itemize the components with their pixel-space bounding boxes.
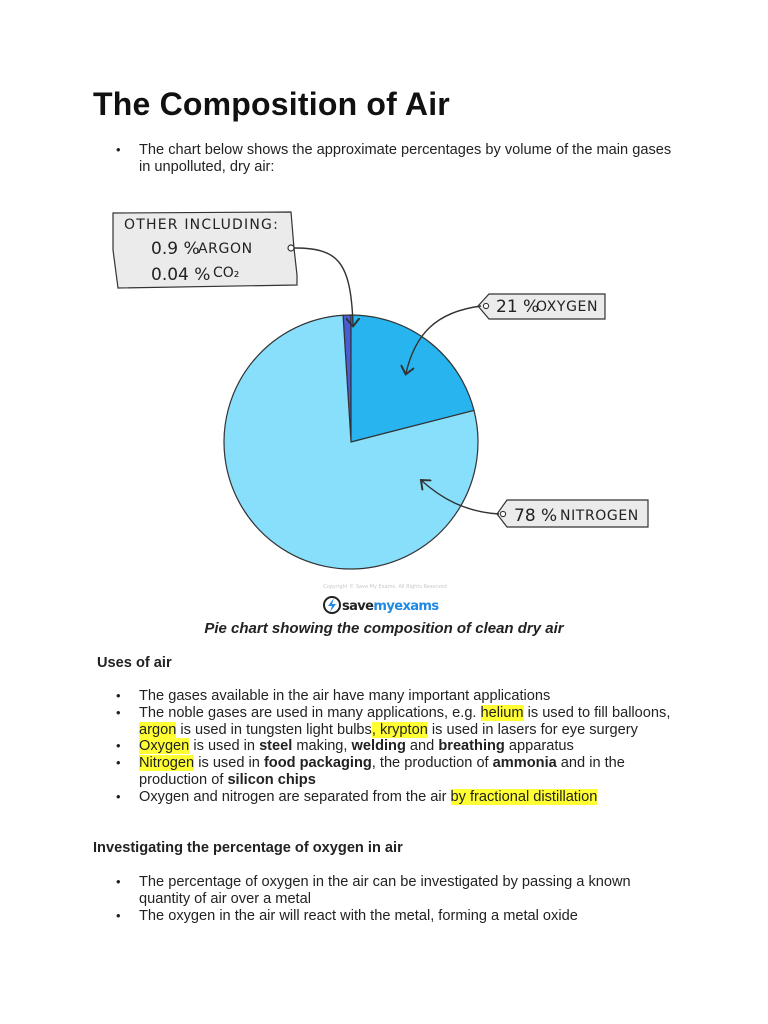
oxygen-label: OXYGEN — [536, 299, 599, 315]
uses-bullet-1: • The gases available in the air have many important applications — [116, 688, 676, 705]
logo-exams: exams — [394, 599, 439, 614]
investigating-bullet-2: • The oxygen in the air will react with the metal, forming a metal oxide — [116, 908, 676, 925]
other-box-heading: OTHER INCLUDING: — [124, 217, 279, 233]
intro-bullet: • The chart below shows the approximate percentages by volume of the main gases in unpolluted, dry air: — [116, 142, 676, 176]
intro-list — [116, 142, 676, 176]
highlight-helium: helium — [480, 704, 524, 721]
pie-chart-figure — [105, 200, 665, 620]
other-pointer-arrow — [294, 248, 353, 325]
page-title: The Composition of Air — [93, 86, 450, 122]
uses-bullet-3: • Oxygen is used in steel making, welding and breathing apparatus — [116, 738, 676, 755]
savemyexams-logo — [324, 597, 439, 614]
argon-value: 0.9 % — [151, 239, 200, 259]
uses-bullet-4: • Nitrogen is used in food packaging, the production of ammonia and in the production of silicon chips — [116, 755, 676, 789]
copyright-text: Copyright © Save My Exams. All Rights Reserved — [323, 584, 447, 590]
highlight-krypton: , krypton — [371, 721, 428, 738]
pie-chart — [105, 200, 665, 620]
investigating-heading: Investigating the percentage of oxygen in air — [93, 840, 403, 856]
oxygen-tag — [478, 294, 605, 319]
uses-bullet-2: • The noble gases are used in many applications, e.g. helium is used to fill balloons, argon is used in tungsten light bulbs, krypton is used in lasers for eye surgery — [116, 705, 676, 739]
co2-value: 0.04 % — [151, 265, 211, 285]
investigating-bullet-1: • The percentage of oxygen in the air can be investigated by passing a known quantity of air over a metal — [116, 874, 676, 908]
svg-text:savemyexams — [342, 599, 439, 614]
logo-save: save — [342, 599, 374, 614]
highlight-argon: argon — [139, 721, 177, 738]
uses-bullet-5: • Oxygen and nitrogen are separated from the air by fractional distillation — [116, 789, 676, 806]
highlight-oxygen: Oxygen — [139, 738, 190, 755]
argon-label: ARGON — [198, 241, 253, 257]
investigating-list — [116, 874, 676, 924]
nitrogen-label: NITROGEN — [560, 508, 639, 524]
nitrogen-tag — [497, 500, 648, 527]
uses-list — [116, 688, 676, 806]
uses-heading: Uses of air — [97, 655, 172, 671]
highlight-fractional-distillation: by fractional distillation — [450, 788, 598, 805]
logo-my: my — [373, 599, 395, 614]
pie-slices — [224, 315, 478, 569]
tag-hole — [288, 245, 294, 251]
figure-caption: Pie chart showing the composition of clean dry air — [204, 620, 564, 637]
nitrogen-value: 78 % — [514, 506, 558, 526]
other-label-box — [113, 212, 297, 288]
oxygen-value: 21 % — [496, 297, 540, 317]
highlight-nitrogen: Nitrogen — [139, 755, 195, 772]
co2-label: CO₂ — [213, 265, 240, 281]
